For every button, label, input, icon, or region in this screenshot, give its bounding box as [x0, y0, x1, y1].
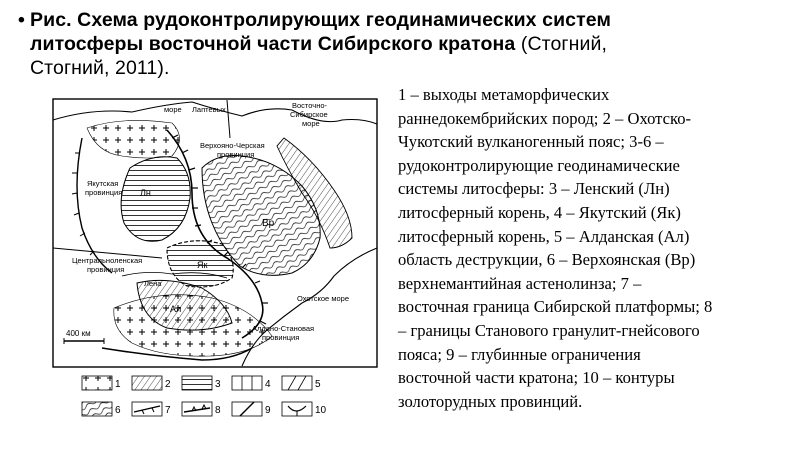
label-yakutsk-prov-1: Якутская	[87, 179, 119, 188]
legend-item-3	[182, 376, 221, 390]
label-yak: Як	[197, 260, 208, 270]
legend-item-8	[182, 402, 221, 416]
legend-number: 8	[215, 405, 221, 416]
caption-line: пояса; 9 – глубинные ограничения	[398, 344, 641, 364]
label-laptev-sea-1: море	[164, 105, 182, 114]
bullet: •	[18, 9, 25, 31]
label-ln: Лн	[140, 188, 151, 198]
legend-item-2	[132, 376, 171, 390]
label-aldan-stan-1: Алдано-Становая	[252, 324, 315, 333]
legend-item-10	[282, 402, 327, 416]
legend-number: 4	[265, 379, 271, 390]
caption-line: литосферный корень, 5 – Алданская (Ал)	[398, 226, 690, 246]
legend-number: 6	[115, 405, 121, 416]
label-verkhoyansk-prov-2: провинция	[217, 150, 255, 159]
label-vr: Вр	[262, 218, 275, 229]
legend-number: 10	[315, 405, 327, 416]
legend-number: 1	[115, 379, 121, 390]
caption-line: системы литосферы: 3 – Ленский (Лн)	[398, 179, 670, 199]
legend-item-6	[82, 402, 121, 416]
label-aldan-stan-2: провинция	[262, 333, 300, 342]
legend-number: 9	[265, 405, 271, 416]
caption-line: восточная граница Сибирской платформы; 8	[398, 297, 713, 317]
title-bold-line2: литосферы восточной части Сибирского кратона	[30, 33, 516, 55]
caption-line: рудоконтролирующие геодинамические	[398, 155, 680, 175]
figure-caption	[398, 83, 786, 413]
caption-line: – границы Станового гранулит-гнейсового	[398, 320, 700, 340]
slide-title	[18, 8, 788, 80]
title-author-part1: (Стогний,	[515, 33, 607, 55]
label-central-prov-2: провинция	[87, 265, 125, 274]
caption-line: Чукотский вулканогенный пояс; 3-6 –	[398, 132, 664, 152]
geodynamic-map	[52, 98, 378, 368]
caption-line: восточной части кратона; 10 – контуры	[398, 368, 675, 388]
legend-item-5	[282, 376, 321, 390]
label-lena: Лена	[144, 279, 162, 288]
legend-number: 3	[215, 379, 221, 390]
legend-item-1	[82, 376, 121, 390]
label-laptev-sea-2: Лаптевых	[192, 105, 226, 114]
label-east-sib-sea-3: море	[302, 119, 320, 128]
label-yakutsk-prov-2: провинция	[85, 188, 123, 197]
map-legend	[80, 372, 330, 424]
caption-line: литосферный корень, 4 – Якутский (Як)	[398, 202, 681, 222]
caption-line: золоторудных провинций.	[398, 391, 583, 411]
legend-number: 5	[315, 379, 321, 390]
legend-number: 2	[165, 379, 171, 390]
caption-line: область деструкции, 6 – Верхоянская (Вр)	[398, 250, 696, 270]
label-east-sib-sea-1: Восточно-	[292, 101, 327, 110]
label-al: Ал	[170, 304, 182, 314]
title-author-part2: Стогний, 2011).	[30, 57, 170, 79]
caption-line: раннедокембрийских пород; 2 – Охотско-	[398, 108, 692, 128]
label-okhotsk-sea: Охотское море	[297, 294, 349, 303]
label-central-prov-1: Центральноленская	[72, 256, 143, 265]
map-figure	[52, 98, 378, 368]
label-east-sib-sea-2: Сибирское	[290, 110, 328, 119]
legend-item-9	[232, 402, 271, 416]
caption-line: верхнемантийная астенолинза; 7 –	[398, 273, 642, 293]
title-bold-line1: Рис. Схема рудоконтролирующих геодинамических систем	[30, 9, 611, 31]
scale-label: 400 км	[66, 329, 91, 338]
caption-line: 1 – выходы метаморфических	[398, 85, 610, 104]
legend-number: 7	[165, 405, 171, 416]
legend-item-7	[132, 402, 171, 416]
label-verkhoyansk-prov-1: Верхояно-Черская	[200, 141, 265, 150]
legend-item-4	[232, 376, 271, 390]
